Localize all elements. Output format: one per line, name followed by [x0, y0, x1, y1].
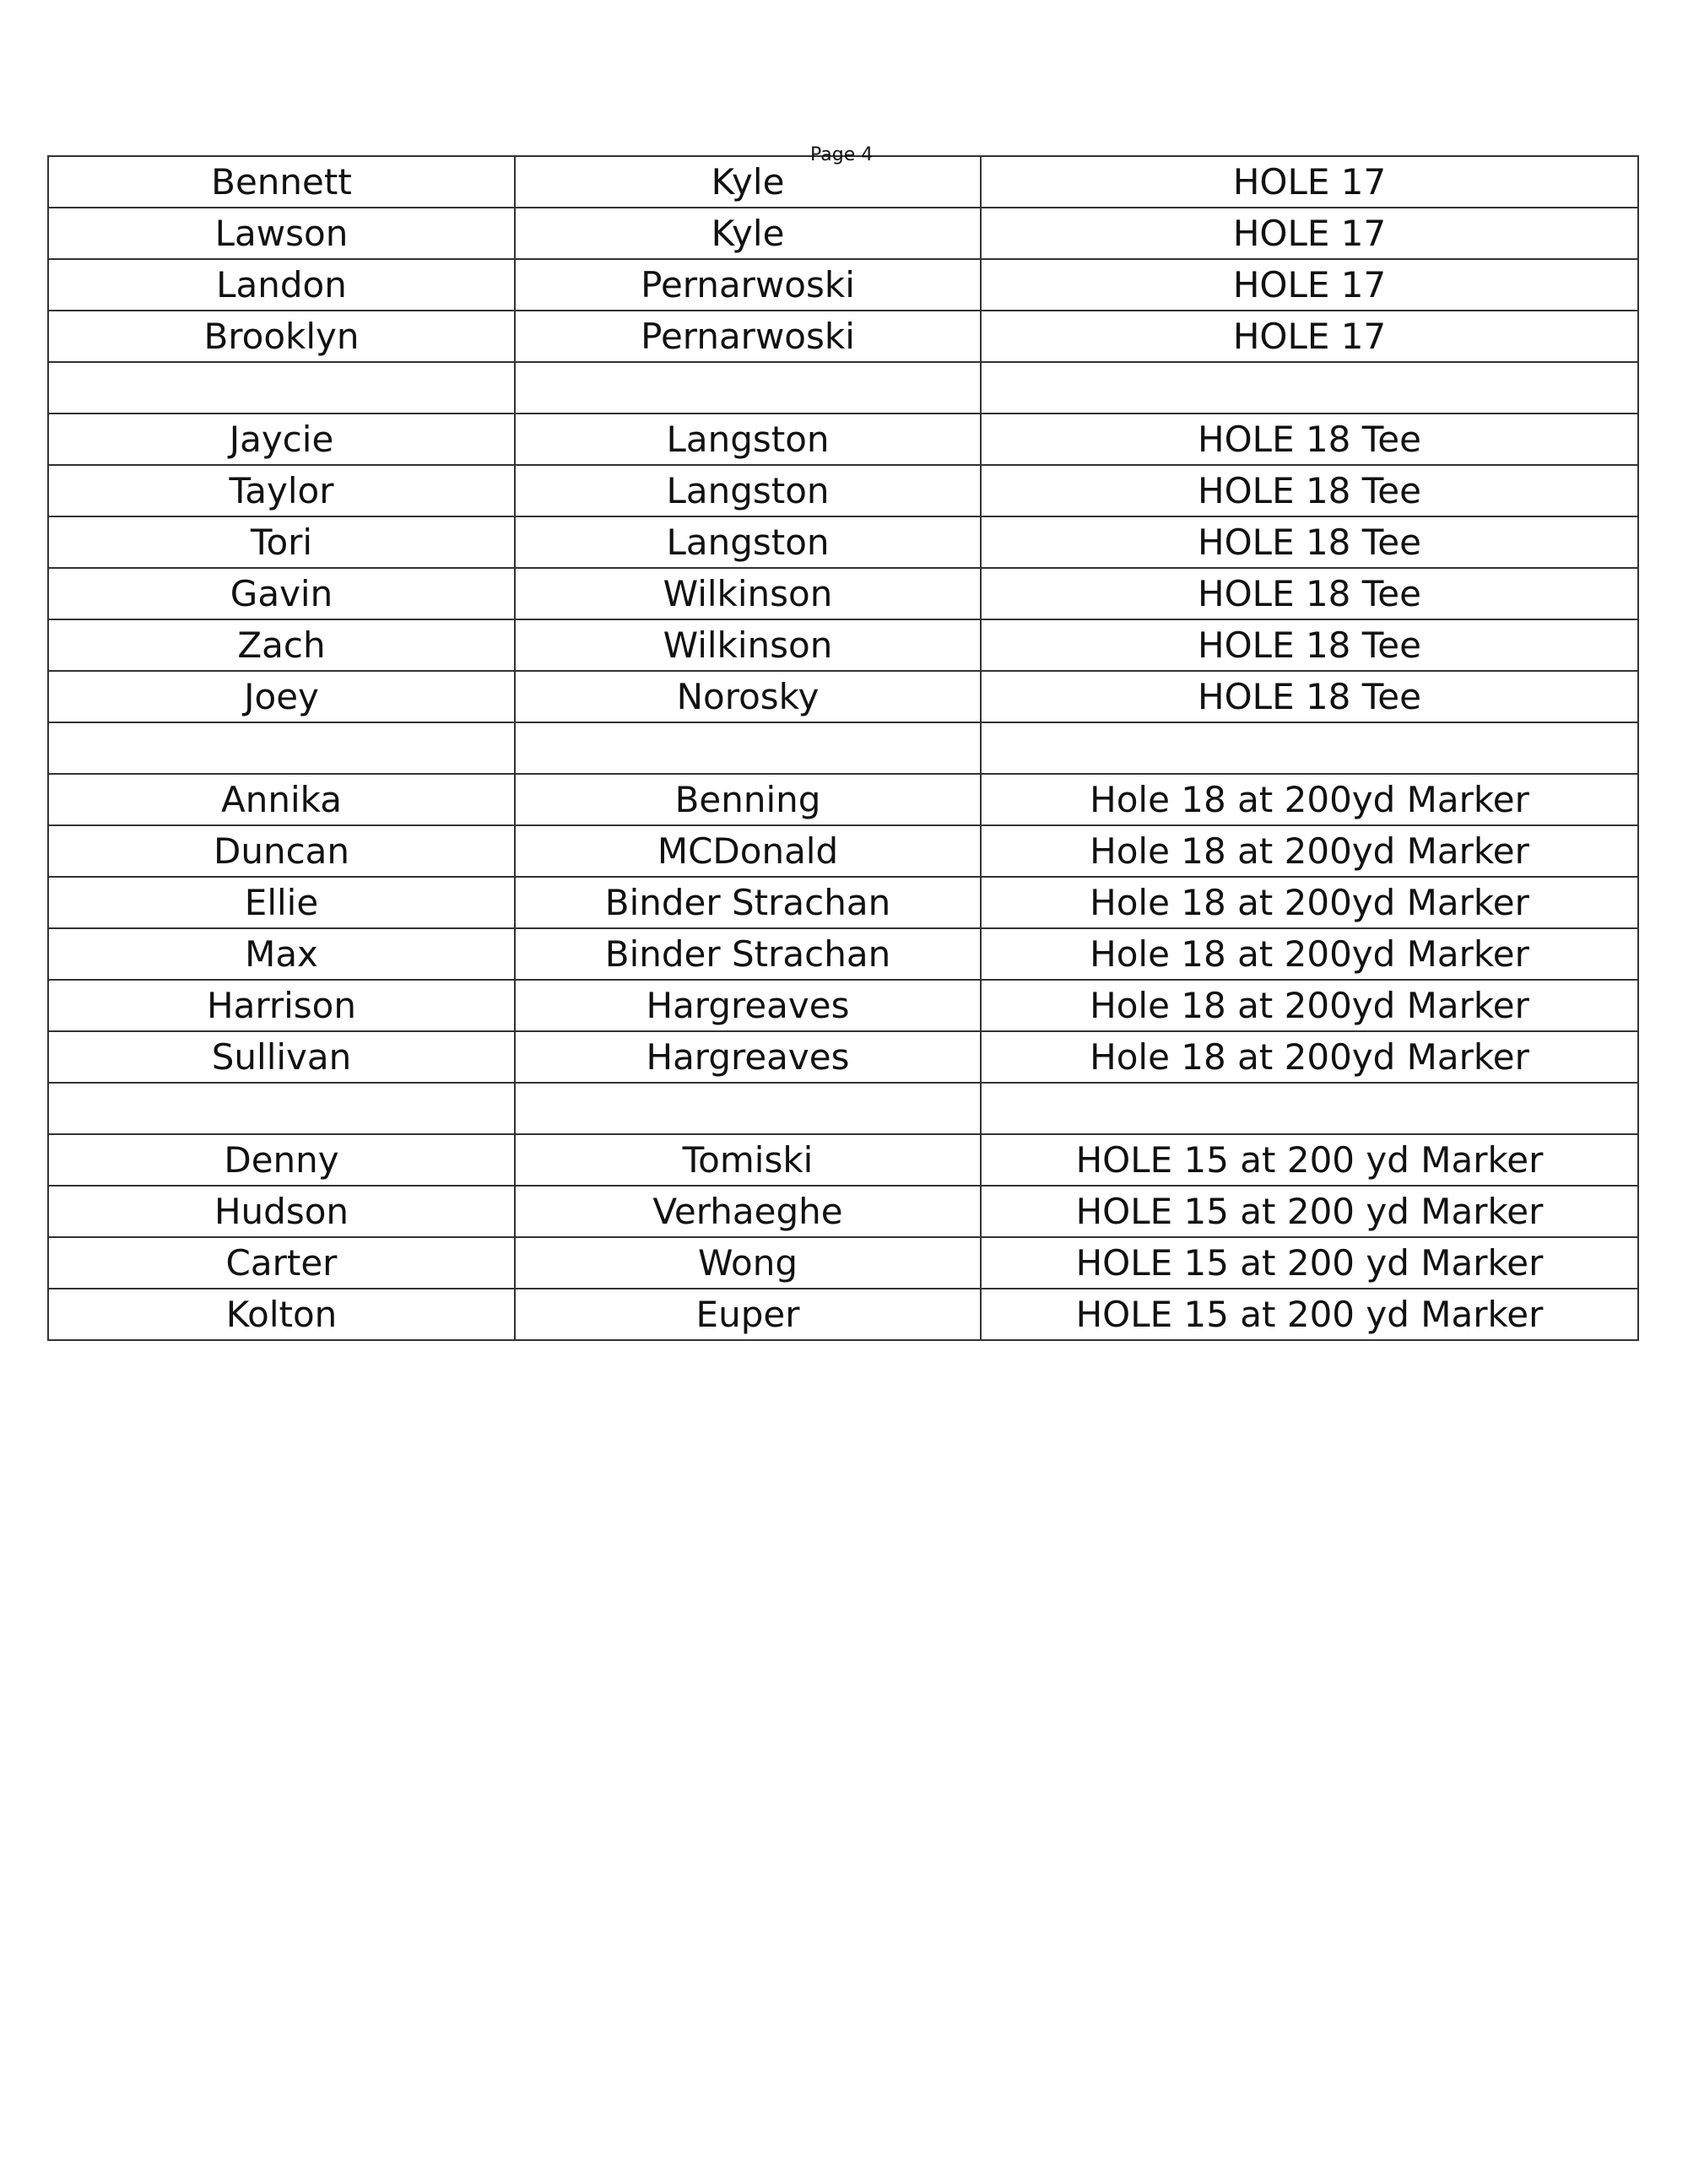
last-name-cell: Norosky	[515, 671, 981, 722]
location-cell: HOLE 18 Tee	[981, 671, 1638, 722]
first-name-cell: Annika	[48, 774, 515, 825]
first-name-cell: Duncan	[48, 825, 515, 877]
last-name-cell: Kyle	[515, 156, 981, 208]
table-row	[48, 1134, 1638, 1186]
first-name-cell: Jaycie	[48, 414, 515, 465]
table-row	[48, 774, 1638, 825]
first-name-cell: Landon	[48, 259, 515, 311]
table-row	[48, 722, 1638, 774]
first-name-cell: Sullivan	[48, 1031, 515, 1083]
last-name-cell: Kyle	[515, 208, 981, 259]
table-row	[48, 1186, 1638, 1237]
location-cell: HOLE 18 Tee	[981, 414, 1638, 465]
location-cell: HOLE 17	[981, 311, 1638, 362]
location-cell: Hole 18 at 200yd Marker	[981, 928, 1638, 980]
last-name-cell	[515, 1083, 981, 1134]
location-cell: HOLE 15 at 200 yd Marker	[981, 1186, 1638, 1237]
table-row	[48, 1031, 1638, 1083]
table-row	[48, 825, 1638, 877]
last-name-cell: Wilkinson	[515, 619, 981, 671]
location-cell: HOLE 17	[981, 259, 1638, 311]
assignment-table-body	[48, 156, 1638, 1340]
table-row	[48, 877, 1638, 928]
last-name-cell: Pernarwoski	[515, 311, 981, 362]
first-name-cell: Lawson	[48, 208, 515, 259]
last-name-cell: Langston	[515, 414, 981, 465]
table-row	[48, 465, 1638, 516]
location-cell: Hole 18 at 200yd Marker	[981, 1031, 1638, 1083]
location-cell	[981, 722, 1638, 774]
last-name-cell: Wong	[515, 1237, 981, 1289]
location-cell: Hole 18 at 200yd Marker	[981, 774, 1638, 825]
last-name-cell: Hargreaves	[515, 980, 981, 1031]
last-name-cell: Binder Strachan	[515, 928, 981, 980]
location-cell: HOLE 15 at 200 yd Marker	[981, 1237, 1638, 1289]
first-name-cell	[48, 722, 515, 774]
table-row	[48, 1083, 1638, 1134]
first-name-cell: Tori	[48, 516, 515, 568]
last-name-cell: Langston	[515, 516, 981, 568]
table-row	[48, 1289, 1638, 1340]
first-name-cell: Harrison	[48, 980, 515, 1031]
location-cell	[981, 362, 1638, 414]
first-name-cell: Gavin	[48, 568, 515, 619]
last-name-cell: Verhaeghe	[515, 1186, 981, 1237]
table-row	[48, 414, 1638, 465]
location-cell: HOLE 18 Tee	[981, 568, 1638, 619]
last-name-cell: Wilkinson	[515, 568, 981, 619]
first-name-cell: Zach	[48, 619, 515, 671]
page-label: Page 4	[810, 144, 874, 165]
table-row	[48, 208, 1638, 259]
table-row	[48, 311, 1638, 362]
table-row	[48, 1237, 1638, 1289]
first-name-cell: Bennett	[48, 156, 515, 208]
table-row	[48, 980, 1638, 1031]
table-row	[48, 928, 1638, 980]
first-name-cell: Kolton	[48, 1289, 515, 1340]
location-cell: HOLE 15 at 200 yd Marker	[981, 1134, 1638, 1186]
last-name-cell: Hargreaves	[515, 1031, 981, 1083]
first-name-cell: Joey	[48, 671, 515, 722]
table-row	[48, 516, 1638, 568]
assignment-table	[47, 155, 1639, 1341]
first-name-cell: Ellie	[48, 877, 515, 928]
first-name-cell: Taylor	[48, 465, 515, 516]
location-cell: HOLE 17	[981, 208, 1638, 259]
first-name-cell: Brooklyn	[48, 311, 515, 362]
last-name-cell: Benning	[515, 774, 981, 825]
first-name-cell	[48, 362, 515, 414]
first-name-cell: Denny	[48, 1134, 515, 1186]
first-name-cell: Carter	[48, 1237, 515, 1289]
location-cell: HOLE 18 Tee	[981, 619, 1638, 671]
location-cell: HOLE 15 at 200 yd Marker	[981, 1289, 1638, 1340]
table-row	[48, 619, 1638, 671]
location-cell: Hole 18 at 200yd Marker	[981, 825, 1638, 877]
location-cell: HOLE 17	[981, 156, 1638, 208]
last-name-cell: Pernarwoski	[515, 259, 981, 311]
last-name-cell	[515, 362, 981, 414]
table-row	[48, 568, 1638, 619]
table-row	[48, 259, 1638, 311]
first-name-cell	[48, 1083, 515, 1134]
last-name-cell: Langston	[515, 465, 981, 516]
location-cell: HOLE 18 Tee	[981, 516, 1638, 568]
location-cell: Hole 18 at 200yd Marker	[981, 877, 1638, 928]
last-name-cell	[515, 722, 981, 774]
table-row	[48, 671, 1638, 722]
table-row	[48, 362, 1638, 414]
first-name-cell: Hudson	[48, 1186, 515, 1237]
last-name-cell: Euper	[515, 1289, 981, 1340]
first-name-cell: Max	[48, 928, 515, 980]
location-cell: HOLE 18 Tee	[981, 465, 1638, 516]
location-cell: Hole 18 at 200yd Marker	[981, 980, 1638, 1031]
location-cell	[981, 1083, 1638, 1134]
last-name-cell: Binder Strachan	[515, 877, 981, 928]
last-name-cell: MCDonald	[515, 825, 981, 877]
last-name-cell: Tomiski	[515, 1134, 981, 1186]
